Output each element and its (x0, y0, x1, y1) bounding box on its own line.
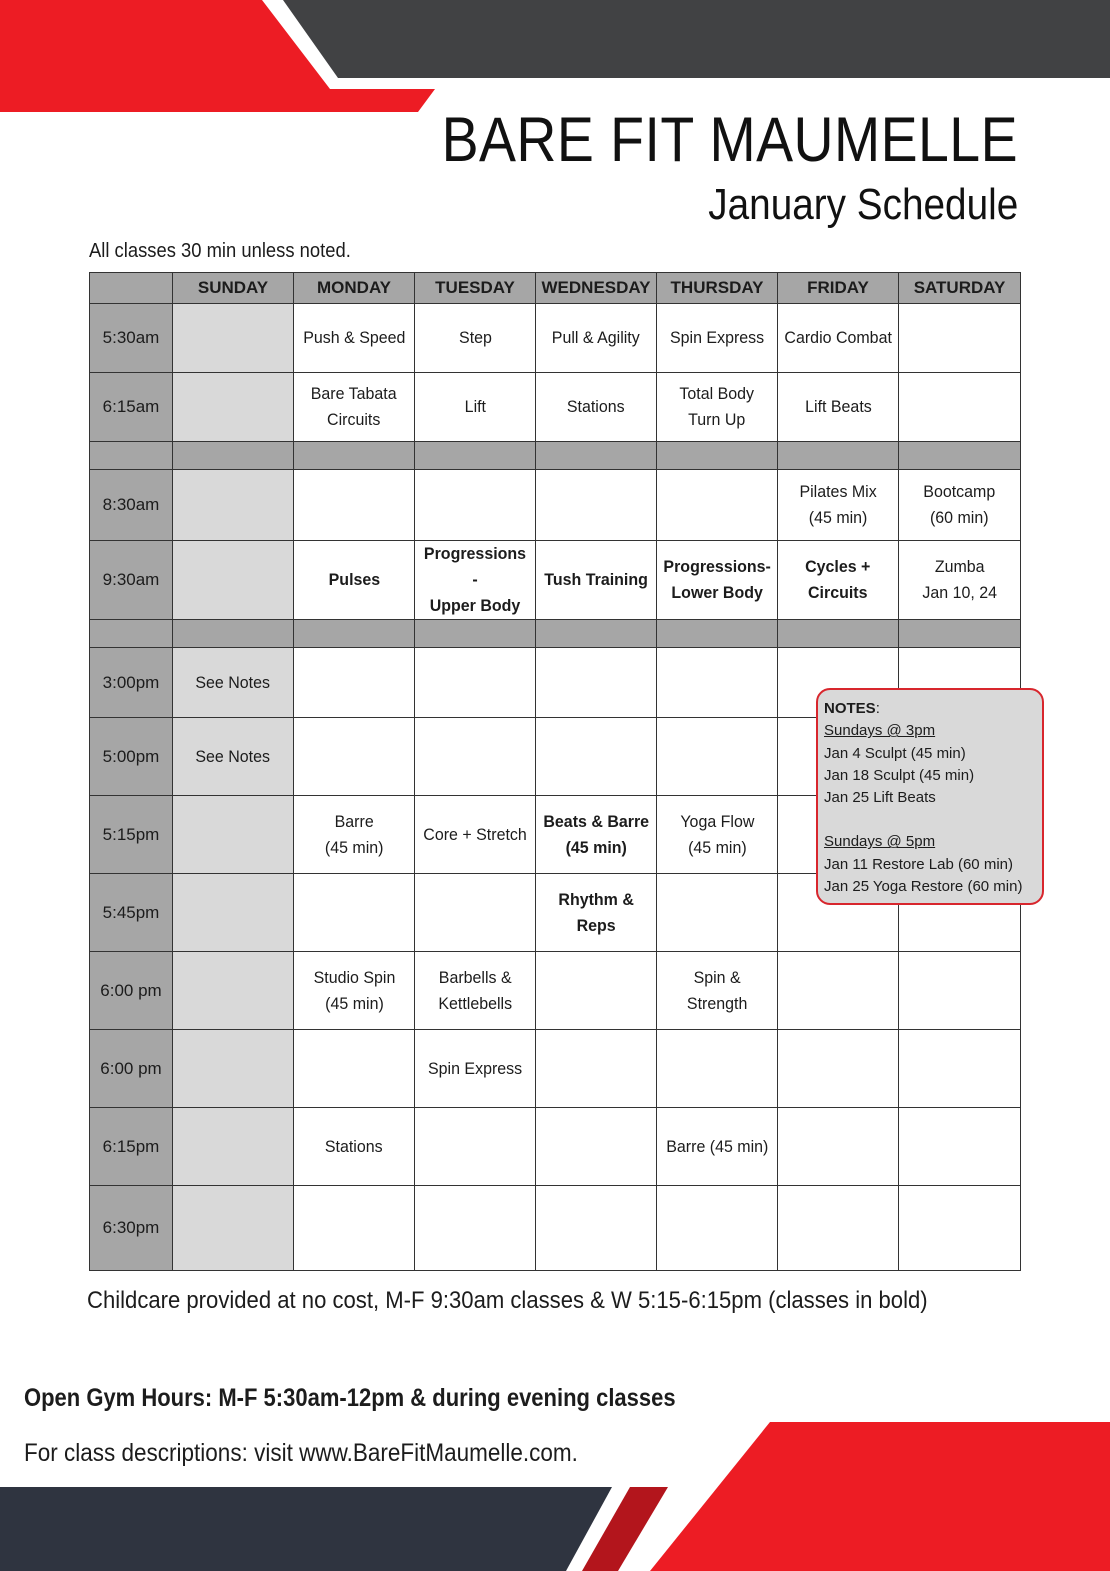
class-name: Step (458, 328, 492, 347)
corner-header (90, 273, 173, 304)
day-header-monday: MONDAY (294, 273, 415, 304)
duration-note: All classes 30 min unless noted. (89, 240, 351, 262)
class-cell-monday (294, 541, 415, 620)
class-cell-sunday (173, 304, 294, 373)
schedule-row (90, 541, 1021, 620)
class-cell-tuesday (415, 373, 536, 442)
class-cell-friday (778, 952, 899, 1030)
class-cell-wednesday (536, 1030, 657, 1108)
class-cell-friday (778, 1030, 899, 1108)
separator-cell (536, 442, 657, 470)
class-cell-tuesday (415, 648, 536, 718)
class-name: Beats & Barre (45 min) (543, 811, 649, 857)
class-cell-thursday (657, 648, 778, 718)
class-cell-wednesday (536, 1186, 657, 1271)
class-cell-thursday (657, 1030, 778, 1108)
schedule-row (90, 1030, 1021, 1108)
class-cell-thursday (657, 874, 778, 952)
separator-cell (173, 620, 294, 648)
separator-cell (778, 442, 899, 470)
class-cell-wednesday (536, 874, 657, 952)
separator-cell (657, 442, 778, 470)
class-cell-saturday (899, 470, 1021, 541)
class-cell-tuesday (415, 1108, 536, 1186)
class-cell-thursday (657, 304, 778, 373)
class-cell-friday (778, 1108, 899, 1186)
class-name: Stations (325, 1136, 383, 1156)
notes-item: Jan 25 Lift Beats (824, 789, 936, 807)
class-cell-friday (778, 1186, 899, 1271)
separator-row (90, 442, 1021, 470)
class-cell-tuesday (415, 952, 536, 1030)
class-cell-thursday (657, 541, 778, 620)
class-cell-sunday (173, 718, 294, 796)
class-name: Lift (464, 397, 486, 416)
schedule-row (90, 470, 1021, 541)
class-name: Barbells & Kettlebells (438, 967, 512, 1013)
class-cell-monday (294, 648, 415, 718)
class-cell-wednesday (536, 373, 657, 442)
notes-item: Jan 11 Restore Lab (60 min) (824, 855, 1013, 873)
class-cell-wednesday (536, 952, 657, 1030)
class-name: See Notes (195, 746, 271, 766)
class-cell-monday (294, 1030, 415, 1108)
class-cell-thursday (657, 373, 778, 442)
time-slot: 5:15pm (90, 796, 173, 874)
class-name: Core + Stretch (423, 824, 527, 844)
day-header-tuesday: TUESDAY (415, 273, 536, 304)
class-name: Bare Tabata Circuits (311, 384, 397, 429)
class-cell-sunday (173, 874, 294, 952)
separator-cell (899, 442, 1021, 470)
class-cell-sunday (173, 1030, 294, 1108)
class-name: Spin Express (669, 328, 765, 347)
class-cell-tuesday (415, 1030, 536, 1108)
time-slot: 6:15am (90, 373, 173, 442)
separator-cell (90, 442, 173, 470)
notes-box: NOTES: Sundays @ 3pm Jan 4 Sculpt (45 min) Jan 18 Sculpt (45 min) Jan 25 Lift Beats Sundays @ 5pm Jan 11 Restore Lab (60 min) Jan 25 Yoga Restore (60 min) (816, 688, 1044, 905)
class-cell-sunday (173, 1108, 294, 1186)
class-name: Barre (45 min) (324, 811, 384, 857)
time-slot: 6:00 pm (90, 1030, 173, 1108)
time-slot: 6:15pm (90, 1108, 173, 1186)
class-name: Stations (567, 397, 625, 416)
separator-cell (294, 442, 415, 470)
class-cell-wednesday (536, 304, 657, 373)
class-cell-thursday (657, 952, 778, 1030)
class-cell-sunday (173, 373, 294, 442)
class-cell-tuesday (415, 796, 536, 874)
class-cell-tuesday (415, 874, 536, 952)
class-cell-sunday (173, 541, 294, 620)
class-cell-saturday (899, 1186, 1021, 1271)
class-cell-wednesday (536, 470, 657, 541)
time-slot: 5:00pm (90, 718, 173, 796)
day-header-saturday: SATURDAY (899, 273, 1021, 304)
class-cell-saturday (899, 373, 1021, 442)
time-slot: 9:30am (90, 541, 173, 620)
class-cell-tuesday (415, 718, 536, 796)
day-header-sunday: SUNDAY (173, 273, 294, 304)
class-cell-friday (778, 541, 899, 620)
class-cell-thursday (657, 470, 778, 541)
class-cell-monday (294, 304, 415, 373)
separator-cell (657, 620, 778, 648)
class-name: Lift Beats (804, 397, 872, 416)
class-cell-saturday (899, 952, 1021, 1030)
separator-cell (415, 620, 536, 648)
class-cell-sunday (173, 952, 294, 1030)
class-name: See Notes (195, 672, 271, 692)
class-cell-saturday (899, 1108, 1021, 1186)
class-name: Pilates Mix (45 min) (799, 482, 877, 527)
notes-item: Jan 18 Sculpt (45 min) (824, 766, 975, 784)
class-name: Pull & Agility (552, 328, 640, 347)
top-dark-bar (283, 0, 1110, 78)
class-cell-monday (294, 874, 415, 952)
class-cell-sunday (173, 1186, 294, 1271)
notes-item: Jan 25 Yoga Restore (60 min) (824, 878, 1023, 896)
class-name: Spin & Strength (686, 967, 748, 1013)
class-name: Progressions- Lower Body (663, 557, 771, 602)
separator-cell (536, 620, 657, 648)
time-slot: 6:30pm (90, 1186, 173, 1271)
class-cell-sunday (173, 648, 294, 718)
class-cell-saturday (899, 541, 1021, 620)
class-name: Cycles + Circuits (805, 557, 871, 602)
notes-sunday-3pm-label: Sundays @ 3pm (824, 722, 936, 740)
class-cell-tuesday (415, 1186, 536, 1271)
class-cell-wednesday (536, 1108, 657, 1186)
class-cell-sunday (173, 470, 294, 541)
class-name: Push & Speed (302, 328, 406, 347)
class-name: Total Body Turn Up (679, 384, 755, 429)
class-cell-monday (294, 1108, 415, 1186)
class-cell-thursday (657, 1108, 778, 1186)
class-cell-monday (294, 718, 415, 796)
time-slot: 5:30am (90, 304, 173, 373)
day-header-wednesday: WEDNESDAY (536, 273, 657, 304)
schedule-row (90, 373, 1021, 442)
time-slot: 8:30am (90, 470, 173, 541)
class-name: Pulses (328, 570, 380, 589)
class-cell-monday (294, 373, 415, 442)
day-header-friday: FRIDAY (778, 273, 899, 304)
class-cell-monday (294, 796, 415, 874)
class-cell-tuesday (415, 470, 536, 541)
class-name: Bootcamp (60 min) (923, 482, 996, 527)
class-cell-tuesday (415, 541, 536, 620)
separator-cell (90, 620, 173, 648)
class-name: Yoga Flow (45 min) (679, 811, 755, 857)
open-gym-hours: Open Gym Hours: M-F 5:30am-12pm & during evening classes (24, 1384, 676, 1412)
class-cell-sunday (173, 796, 294, 874)
separator-cell (173, 442, 294, 470)
class-name: Barre (45 min) (665, 1136, 769, 1156)
class-cell-friday (778, 470, 899, 541)
class-name: Rhythm & Reps (558, 889, 634, 935)
class-cell-thursday (657, 796, 778, 874)
class-descriptions-note: For class descriptions: visit www.BareFitMaumelle.com. (24, 1439, 578, 1467)
class-cell-saturday (899, 1030, 1021, 1108)
class-name: Progressions - Upper Body (423, 544, 527, 615)
class-cell-monday (294, 952, 415, 1030)
schedule-row (90, 1186, 1021, 1271)
bottom-navy-bar (0, 1487, 612, 1571)
separator-cell (778, 620, 899, 648)
class-cell-wednesday (536, 796, 657, 874)
class-cell-friday (778, 373, 899, 442)
time-slot: 6:00 pm (90, 952, 173, 1030)
schedule-row (90, 952, 1021, 1030)
class-cell-wednesday (536, 648, 657, 718)
class-cell-wednesday (536, 541, 657, 620)
notes-heading: NOTES (824, 700, 876, 717)
time-slot: 3:00pm (90, 648, 173, 718)
class-cell-thursday (657, 718, 778, 796)
class-name: Cardio Combat (784, 328, 892, 347)
notes-sunday-5pm-label: Sundays @ 5pm (824, 833, 936, 851)
class-cell-thursday (657, 1186, 778, 1271)
class-cell-monday (294, 1186, 415, 1271)
schedule-row (90, 1108, 1021, 1186)
day-header-thursday: THURSDAY (657, 273, 778, 304)
schedule-row (90, 304, 1021, 373)
separator-row (90, 620, 1021, 648)
notes-item: Jan 4 Sculpt (45 min) (824, 744, 966, 762)
time-slot: 5:45pm (90, 874, 173, 952)
page-subtitle: January Schedule (708, 180, 1018, 229)
class-name: Zumba Jan 10, 24 (922, 557, 997, 602)
class-cell-tuesday (415, 304, 536, 373)
class-cell-monday (294, 470, 415, 541)
class-cell-wednesday (536, 718, 657, 796)
childcare-note: Childcare provided at no cost, M-F 9:30am classes & W 5:15-6:15pm (classes in bold) (87, 1287, 928, 1314)
separator-cell (899, 620, 1021, 648)
bottom-red-shape (650, 1422, 1110, 1571)
separator-cell (415, 442, 536, 470)
class-cell-saturday (899, 304, 1021, 373)
class-cell-friday (778, 304, 899, 373)
class-name: Spin Express (427, 1058, 523, 1078)
page-title: BARE FIT MAUMELLE (441, 105, 1018, 175)
day-header-row (90, 273, 1021, 304)
class-name: Studio Spin (45 min) (313, 967, 395, 1013)
class-name: Tush Training (544, 570, 648, 589)
separator-cell (294, 620, 415, 648)
